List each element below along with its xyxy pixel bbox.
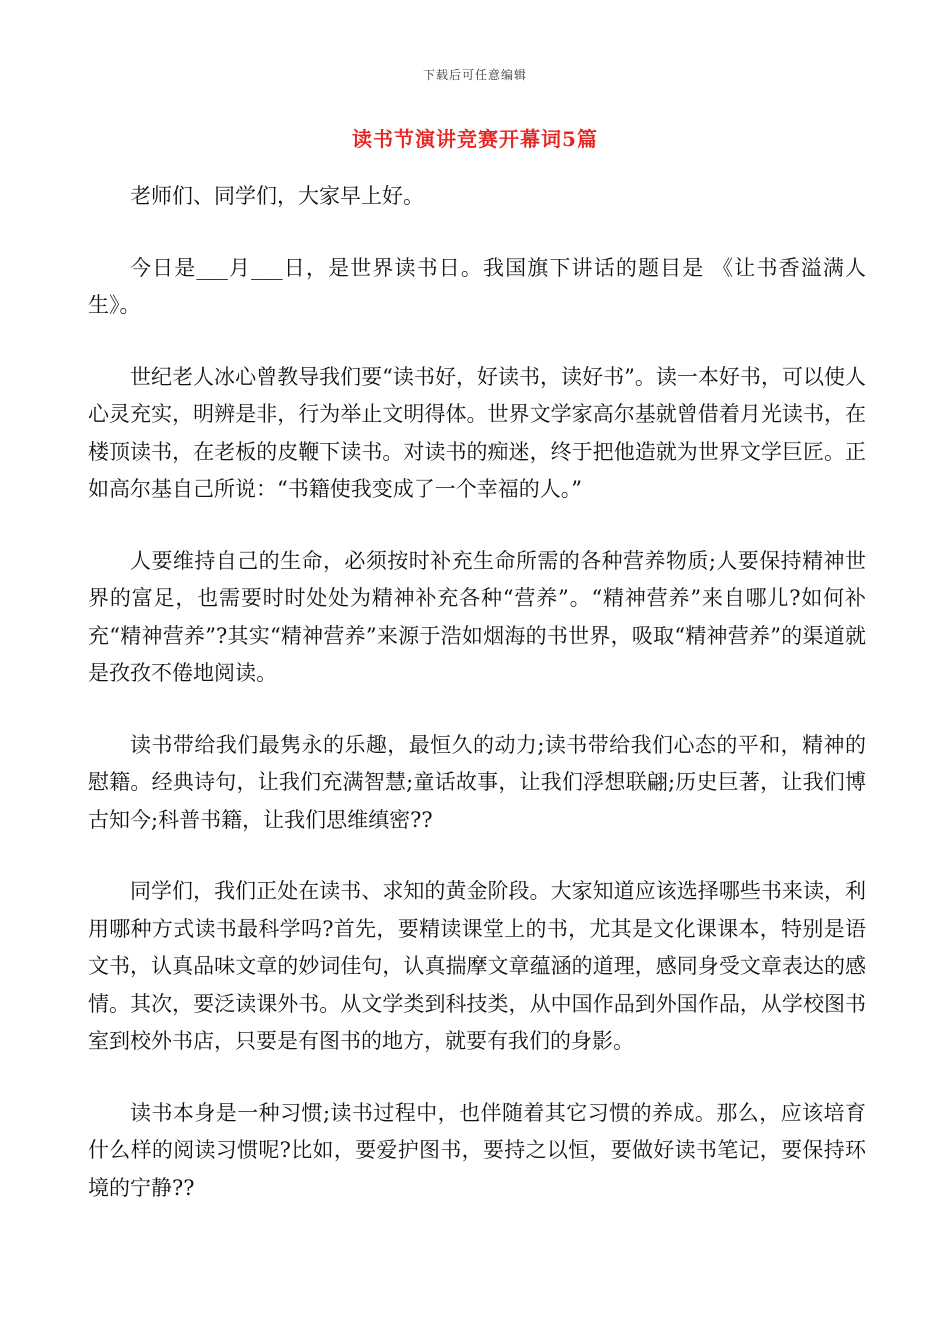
document-body	[88, 178, 866, 1241]
header-note: 下载后可任意编辑	[422, 68, 527, 82]
paragraph-topic: 今日是___月___日，是世界读书日。我国旗下讲话的题目是 《让书香溢满人生》。	[88, 255, 866, 317]
paragraph-joy: 读书带给我们最隽永的乐趣，最恒久的动力;读书带给我们心态的平和，精神的慰籍。经典诗句，让我们充满智慧;童话故事，让我们浮想联翩;历史巨著，让我们博古知今;科普书籍，让我们思维缜密??	[88, 732, 866, 832]
paragraph-habit: 读书本身是一种习惯;读书过程中，也伴随着其它习惯的养成。那么，应该培育什么样的阅读习惯呢?比如，要爱护图书，要持之以恒，要做好读书笔记，要保持环境的宁静??	[88, 1100, 866, 1200]
paragraph-method: 同学们，我们正处在读书、求知的黄金阶段。大家知道应该选择哪些书来读，利用哪种方式读书最科学吗?首先，要精读课堂上的书，尤其是文化课课本，特别是语文书，认真品味文章的妙词佳句，认真揣摩文章蕴涵的道理，感同身受文章表达的感情。其次，要泛读课外书。从文学类到科技类，从中国作品到外国作品，从学校图书室到校外书店，只要是有图书的地方，就要有我们的身影。	[88, 879, 866, 1053]
paragraph-greeting: 老师们、同学们，大家早上好。	[130, 184, 424, 208]
paragraph-bingxin: 世纪老人冰心曾教导我们要“读书好，好读书，读好书”。读一本好书，可以使人心灵充实，明辨是非，行为举止文明得体。世界文学家高尔基就曾借着月光读书，在楼顶读书，在老板的皮鞭下读书。对读书的痴迷，终于把他造就为世界文学巨匠。正如高尔基自己所说：“书籍使我变成了一个幸福的人。”	[88, 364, 866, 501]
document-title: 读书节演讲竞赛开幕词5篇	[352, 127, 598, 151]
paragraph-nourishment: 人要维持自己的生命，必须按时补充生命所需的各种营养物质;人要保持精神世界的富足，也需要时时处处为精神补充各种“营养”。“精神营养”来自哪儿?如何补充“精神营养”?其实“精神营养”来源于浩如烟海的书世界，吸取“精神营养”的渠道就是孜孜不倦地阅读。	[88, 548, 866, 685]
